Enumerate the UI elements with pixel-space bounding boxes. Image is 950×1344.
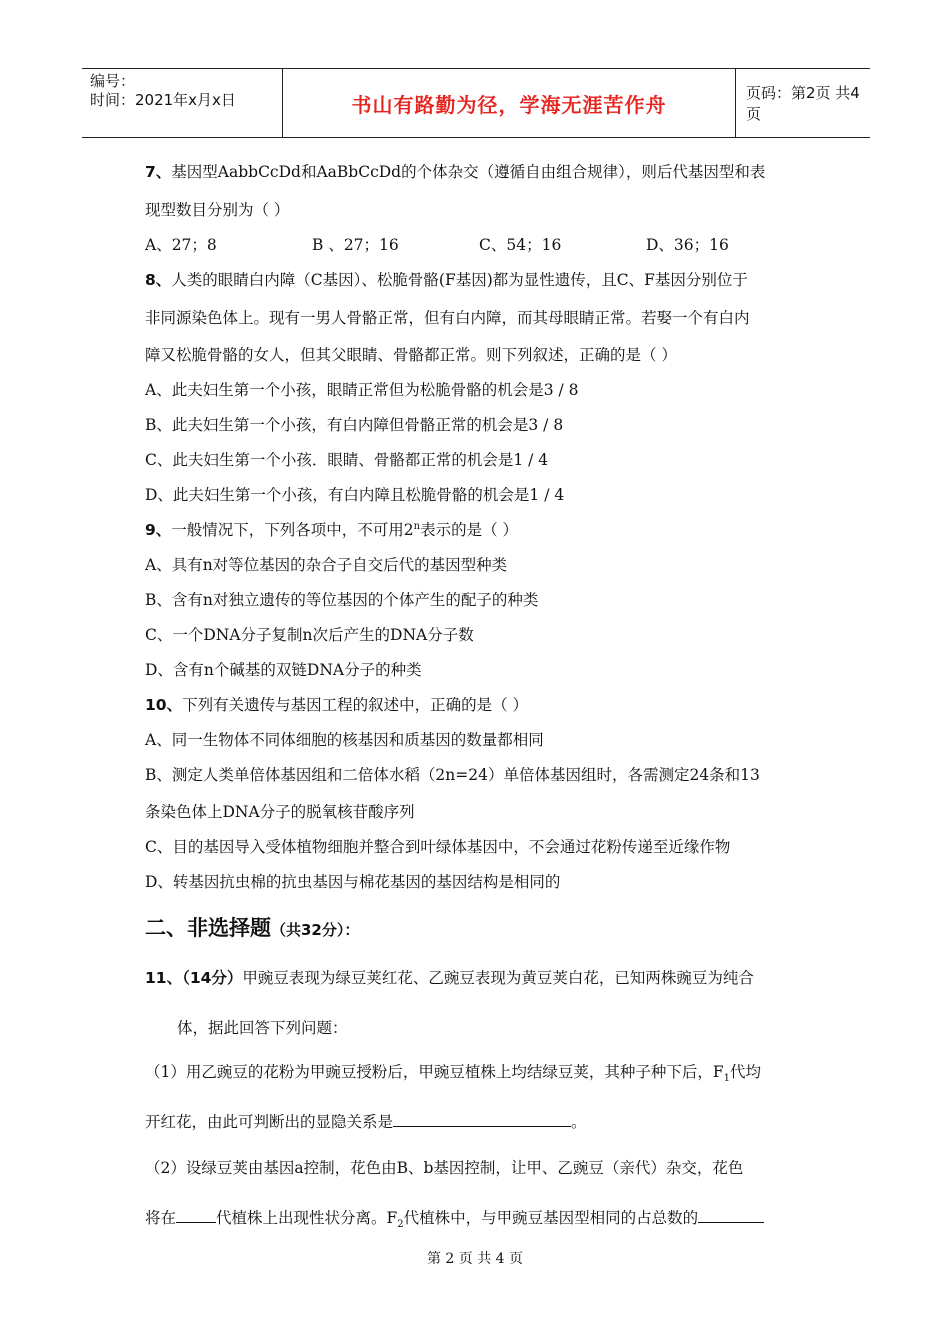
page-footer: 第 2 页 共 4 页 <box>426 1251 524 1267</box>
header-motto-cell <box>282 69 736 137</box>
q8-option-d: D、此夫妇生第一个小孩，有白内障且松脆骨骼的机会是1 / 4 <box>145 486 565 504</box>
q11-part2-line2: 将在 代植株上出现性状分离。$F_2$代植株中，与甲豌豆基因型相同的占总数的 <box>145 1206 764 1230</box>
q10-option-b-line1: B、测定人类单倍体基因组和二倍体水稻（2n=24）单倍体基因组时，各需测定24条和13 <box>145 766 760 784</box>
q11-part1-line1: （1）用乙豌豆的花粉为甲豌豆授粉后，甲豌豆植株上均结绿豆荚，其种子种下后，$F_1$代均 <box>145 1063 762 1085</box>
q7-line1: 7、基因型AabbCcDd和AaBbCcDd的个体杂交（遵循自由组合规律），则后代基因型和表 <box>145 163 766 181</box>
q10-option-c: C、目的基因导入受体植物细胞并整合到叶绿体基因中，不会通过花粉传递至近缘作物 <box>145 838 731 856</box>
q11-line1: 11、（14分）甲豌豆表现为绿豆荚红花、乙豌豆表现为黄豆荚白花，已知两株豌豆为纯合 <box>145 969 754 987</box>
q7-option-c: C、54；16 <box>479 236 562 254</box>
q7-line2: 现型数目分别为（ ） <box>145 201 290 219</box>
time-label: 时间：2021年x月x日 <box>90 91 236 109</box>
q8-line1: 8、人类的眼睛白内障（C基因）、松脆骨骼(F基因)都为显性遗传，且C、F基因分别位于 <box>145 271 748 289</box>
page-info: 页码：第2页 共4页 <box>746 84 860 123</box>
q11-line2: 体，据此回答下列问题： <box>177 1019 348 1037</box>
q8-option-b: B、此夫妇生第一个小孩，有白内障但骨骼正常的机会是3 / 8 <box>145 416 564 434</box>
q8-option-a: A、此夫妇生第一个小孩，眼睛正常但为松脆骨骼的机会是3 / 8 <box>145 381 579 399</box>
q10-option-d: D、转基因抗虫棉的抗虫基因与棉花基因的基因结构是相同的 <box>145 873 561 891</box>
header-meta <box>82 69 282 137</box>
answer-blank[interactable] <box>176 1221 216 1223</box>
q7-option-d: D、36；16 <box>646 236 729 254</box>
number-label: 编号： <box>90 72 136 90</box>
q8-option-c: C、此夫妇生第一个小孩．眼睛、骨骼都正常的机会是1 / 4 <box>145 451 549 469</box>
q9-option-c: C、一个DNA分子复制n次后产生的DNA分子数 <box>145 626 474 644</box>
q7-option-b: B 、27；16 <box>312 236 399 254</box>
q10-option-a: A、同一生物体不同体细胞的核基因和质基因的数量都相同 <box>145 731 544 749</box>
motto: 书山有路勤为径，学海无涯苦作舟 <box>351 92 667 117</box>
q8-line2: 非同源染色体上。现有一男人骨骼正常，但有白内障，而其母眼睛正常。若娶一个有白内 <box>145 309 750 327</box>
q9-option-d: D、含有n个碱基的双链DNA分子的种类 <box>145 661 422 679</box>
q10-stem: 10、下列有关遗传与基因工程的叙述中，正确的是（ ） <box>145 696 529 714</box>
q10-option-b-line2: 条染色体上DNA分子的脱氧核苷酸序列 <box>145 803 415 821</box>
answer-blank[interactable] <box>698 1221 764 1223</box>
q7-option-a: A、27；8 <box>145 236 217 254</box>
q11-part2-line1: （2）设绿豆荚由基因a控制，花色由B、b基因控制，让甲、乙豌豆（亲代）杂交，花色 <box>145 1159 744 1177</box>
q7-options <box>145 233 813 255</box>
answer-blank[interactable] <box>393 1125 571 1127</box>
q9-option-b: B、含有n对独立遗传的等位基因的个体产生的配子的种类 <box>145 591 539 609</box>
q11-part1-line2: 开红花，由此可判断出的显隐关系是 。 <box>145 1113 587 1131</box>
q9-stem: 9、一般情况下，下列各项中，不可用2$^n$表示的是（ ） <box>145 520 519 539</box>
section-title: 二、非选择题（共32分）： <box>145 916 360 940</box>
q8-line3: 障又松脆骨骼的女人，但其父眼睛、骨骼都正常。则下列叙述，正确的是（ ） <box>145 346 677 364</box>
q9-option-a: A、具有n对等位基因的杂合子自交后代的基因型种类 <box>145 556 508 574</box>
header-page-info <box>736 69 870 137</box>
page-header <box>82 68 870 138</box>
